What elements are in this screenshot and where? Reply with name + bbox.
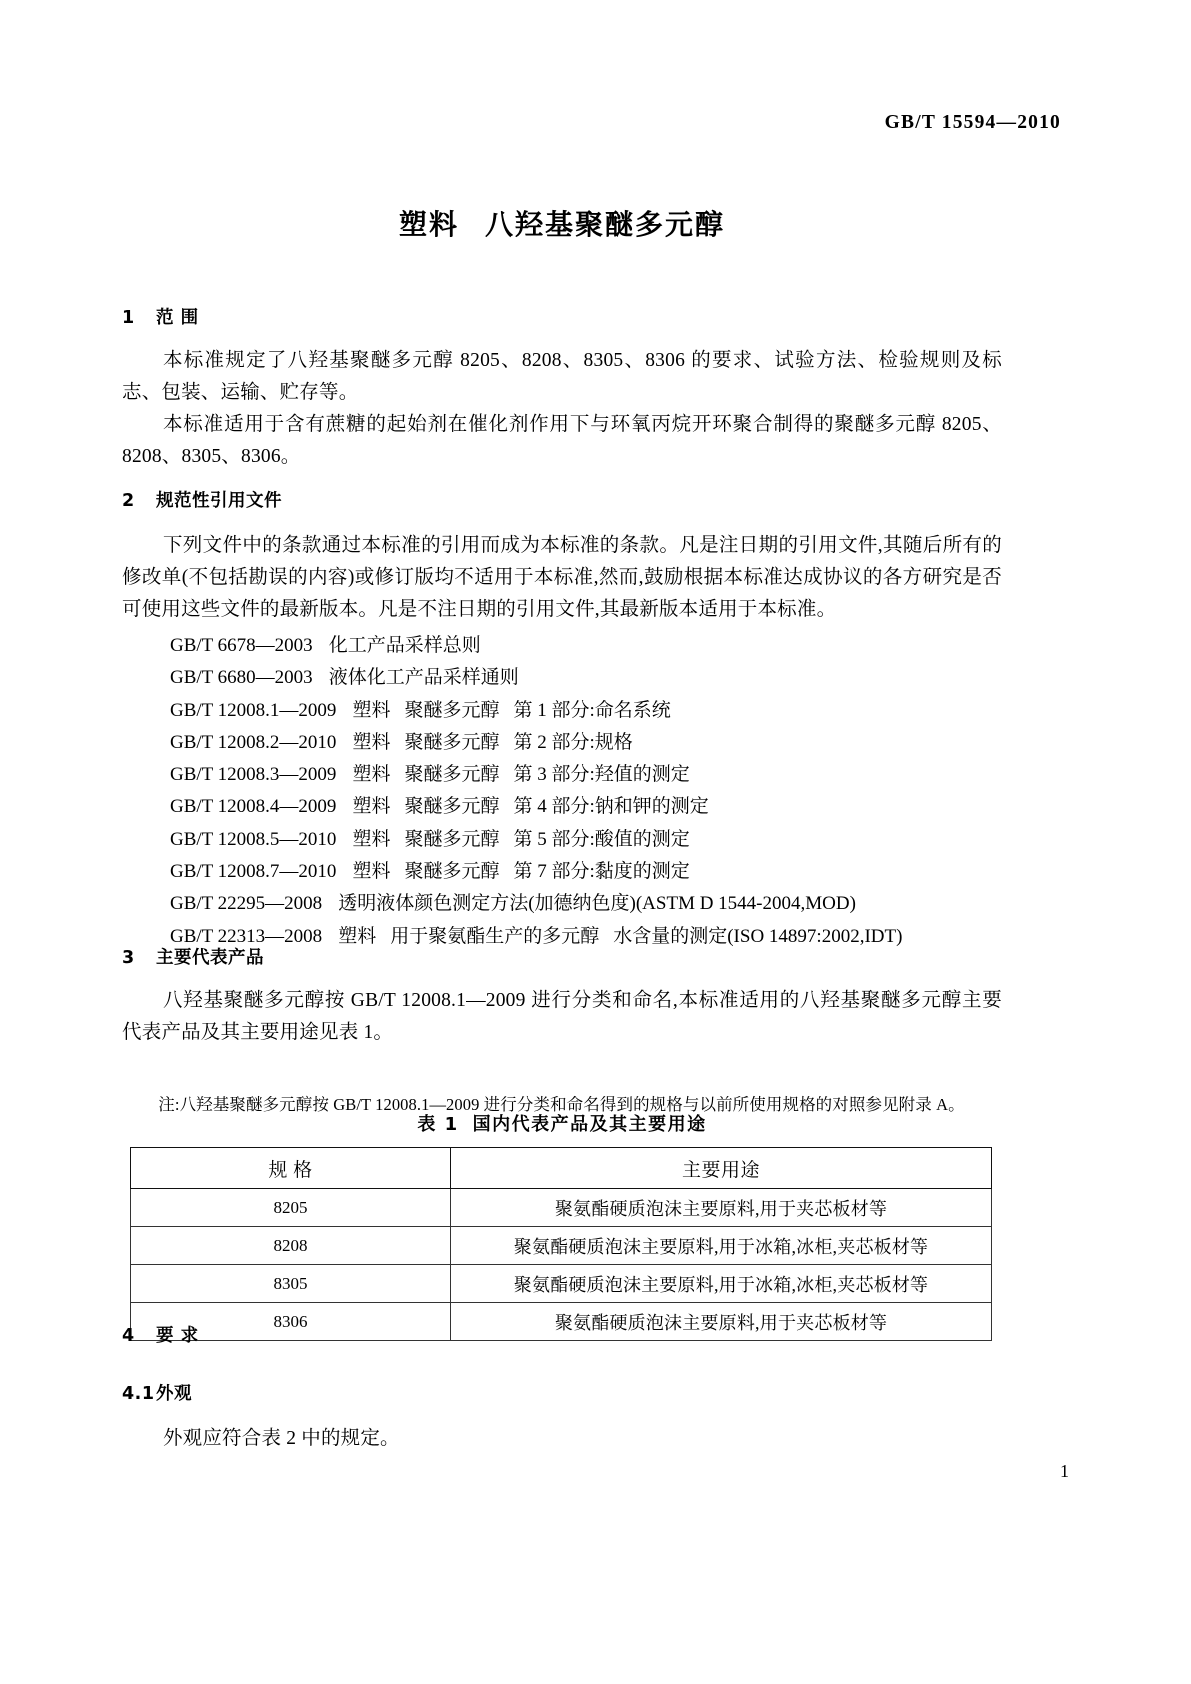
cell-use: 聚氨酯硬质泡沫主要原料,用于夹芯板材等 — [451, 1189, 992, 1227]
table-row — [131, 1227, 992, 1265]
document-title — [122, 205, 1002, 244]
section-label-3: 主要代表产品 — [156, 948, 264, 968]
section-heading-4-1 — [122, 1383, 192, 1406]
reference-part: 第 5 部分:酸值的测定 — [513, 828, 690, 850]
reference-item — [122, 824, 1002, 856]
reference-series: 聚醚多元醇 — [404, 861, 500, 883]
reference-item — [122, 759, 1002, 791]
section-number-4: 4 — [122, 1326, 135, 1346]
column-header-use: 主要用途 — [451, 1148, 992, 1189]
reference-code: GB/T 12008.4—2009 — [170, 796, 337, 818]
cell-spec: 8208 — [131, 1227, 451, 1265]
reference-name: 液体化工产品采样通则 — [328, 667, 519, 689]
section-label-1: 范 围 — [156, 308, 199, 328]
table-1-title: 国内代表产品及其主要用途 — [472, 1114, 707, 1135]
paragraph-scope-1: 本标准规定了八羟基聚醚多元醇 8205、8208、8305、8306 的要求、试验方法、检验规则及标志、包装、运输、贮存等。 — [122, 350, 1002, 403]
reference-name: 透明液体颜色测定方法(加德纳色度)(ASTM D 1544-2004,MOD) — [338, 893, 856, 915]
reference-part: 第 1 部分:命名系统 — [513, 699, 671, 721]
reference-code: GB/T 22313—2008 — [170, 925, 323, 947]
table-1-label: 表 1 — [417, 1114, 459, 1135]
reference-code: GB/T 6678—2003 — [170, 635, 313, 656]
reference-item — [122, 727, 1002, 759]
document-title-part2: 八羟基聚醚多元醇 — [485, 208, 726, 241]
reference-series: 聚醚多元醇 — [404, 796, 500, 818]
paragraph-products-note: 注:八羟基聚醚多元醇按 GB/T 12008.1—2009 进行分类和命名得到的规格与以前所使用规格的对照参见附录 A。 — [158, 1094, 965, 1114]
page-header — [0, 112, 1061, 134]
reference-name: 塑料 — [352, 796, 391, 818]
reference-series: 聚醚多元醇 — [404, 731, 500, 753]
page-content — [122, 185, 1002, 1449]
section-number-3: 3 — [122, 948, 135, 968]
document-title-part1: 塑料 — [398, 208, 459, 241]
reference-item — [122, 662, 1002, 694]
section-label-4-1: 外观 — [156, 1384, 192, 1404]
table-1-caption — [122, 1110, 1002, 1136]
section-number-2: 2 — [122, 491, 135, 511]
reference-code: GB/T 12008.3—2009 — [170, 764, 337, 786]
section-number-4-1: 4.1 — [122, 1384, 155, 1404]
reference-part: 第 3 部分:羟值的测定 — [513, 764, 690, 786]
paragraph-appearance-1: 外观应符合表 2 中的规定。 — [162, 1428, 400, 1449]
reference-name: 塑料 — [338, 925, 377, 947]
table-row — [131, 1189, 992, 1227]
section-label-4: 要 求 — [156, 1326, 199, 1346]
column-header-spec: 规 格 — [131, 1148, 451, 1189]
paragraph-scope-2: 本标准适用于含有蔗糖的起始剂在催化剂作用下与环氧丙烷开环聚合制得的聚醚多元醇 8205、8208、8305、8306。 — [122, 414, 1002, 467]
reference-name: 塑料 — [352, 828, 391, 850]
reference-name: 塑料 — [352, 861, 391, 883]
reference-name: 塑料 — [352, 731, 391, 753]
reference-code: GB/T 6680—2003 — [170, 667, 313, 689]
reference-part: 第 2 部分:规格 — [513, 731, 633, 753]
section-label-2: 规范性引用文件 — [156, 491, 282, 511]
reference-item — [122, 791, 1002, 823]
cell-spec: 8205 — [131, 1189, 451, 1227]
reference-code: GB/T 12008.7—2010 — [170, 861, 337, 883]
cell-use: 聚氨酯硬质泡沫主要原料,用于夹芯板材等 — [451, 1303, 992, 1341]
reference-item — [122, 695, 1002, 727]
normative-reference-list — [122, 630, 1002, 953]
paragraph-refs-intro: 下列文件中的条款通过本标准的引用而成为本标准的条款。凡是注日期的引用文件,其随后所有的修改单(不包括勘误的内容)或修订版均不适用于本标准,然而,鼓励根据本标准达成协议的各方研究是否可使用这些文件的最新版本。凡是不注日期的引用文件,其最新版本适用于本标准。 — [122, 535, 1002, 620]
reference-series: 聚醚多元醇 — [404, 699, 500, 721]
reference-item — [122, 856, 1002, 888]
table-row — [131, 1265, 992, 1303]
reference-code: GB/T 12008.2—2010 — [170, 731, 337, 753]
section-heading-4 — [122, 1325, 199, 1348]
section-heading-2 — [122, 490, 282, 513]
page-number: 1 — [1060, 1461, 1069, 1481]
reference-name: 塑料 — [352, 699, 391, 721]
reference-name: 塑料 — [352, 764, 391, 786]
cell-use: 聚氨酯硬质泡沫主要原料,用于冰箱,冰柜,夹芯板材等 — [451, 1265, 992, 1303]
section-heading-3 — [122, 947, 264, 970]
table-row — [131, 1303, 992, 1341]
reference-part: 第 4 部分:钠和钾的测定 — [513, 796, 709, 818]
section-number-1: 1 — [122, 308, 135, 328]
reference-code: GB/T 22295—2008 — [170, 893, 323, 915]
table-1 — [130, 1147, 992, 1341]
cell-spec: 8306 — [131, 1303, 451, 1341]
paragraph-products-1: 八羟基聚醚多元醇按 GB/T 12008.1—2009 进行分类和命名,本标准适用的八羟基聚醚多元醇主要代表产品及其主要用途见表 1。 — [122, 990, 1002, 1043]
reference-series: 聚醚多元醇 — [404, 828, 500, 850]
reference-part: 水含量的测定(ISO 14897:2002,IDT) — [613, 925, 903, 947]
reference-part: 第 7 部分:黏度的测定 — [513, 861, 690, 883]
table-header-row — [131, 1148, 992, 1189]
cell-use: 聚氨酯硬质泡沫主要原料,用于冰箱,冰柜,夹芯板材等 — [451, 1227, 992, 1265]
reference-code: GB/T 12008.1—2009 — [170, 699, 337, 721]
reference-item — [122, 630, 1002, 662]
reference-series: 聚醚多元醇 — [404, 764, 500, 786]
reference-code: GB/T 12008.5—2010 — [170, 828, 337, 850]
cell-spec: 8305 — [131, 1265, 451, 1303]
reference-series: 用于聚氨酯生产的多元醇 — [390, 925, 600, 947]
reference-item — [122, 888, 1002, 920]
section-heading-1 — [122, 307, 199, 330]
reference-name: 化工产品采样总则 — [328, 635, 481, 656]
standard-number: GB/T 15594—2010 — [884, 112, 1061, 133]
